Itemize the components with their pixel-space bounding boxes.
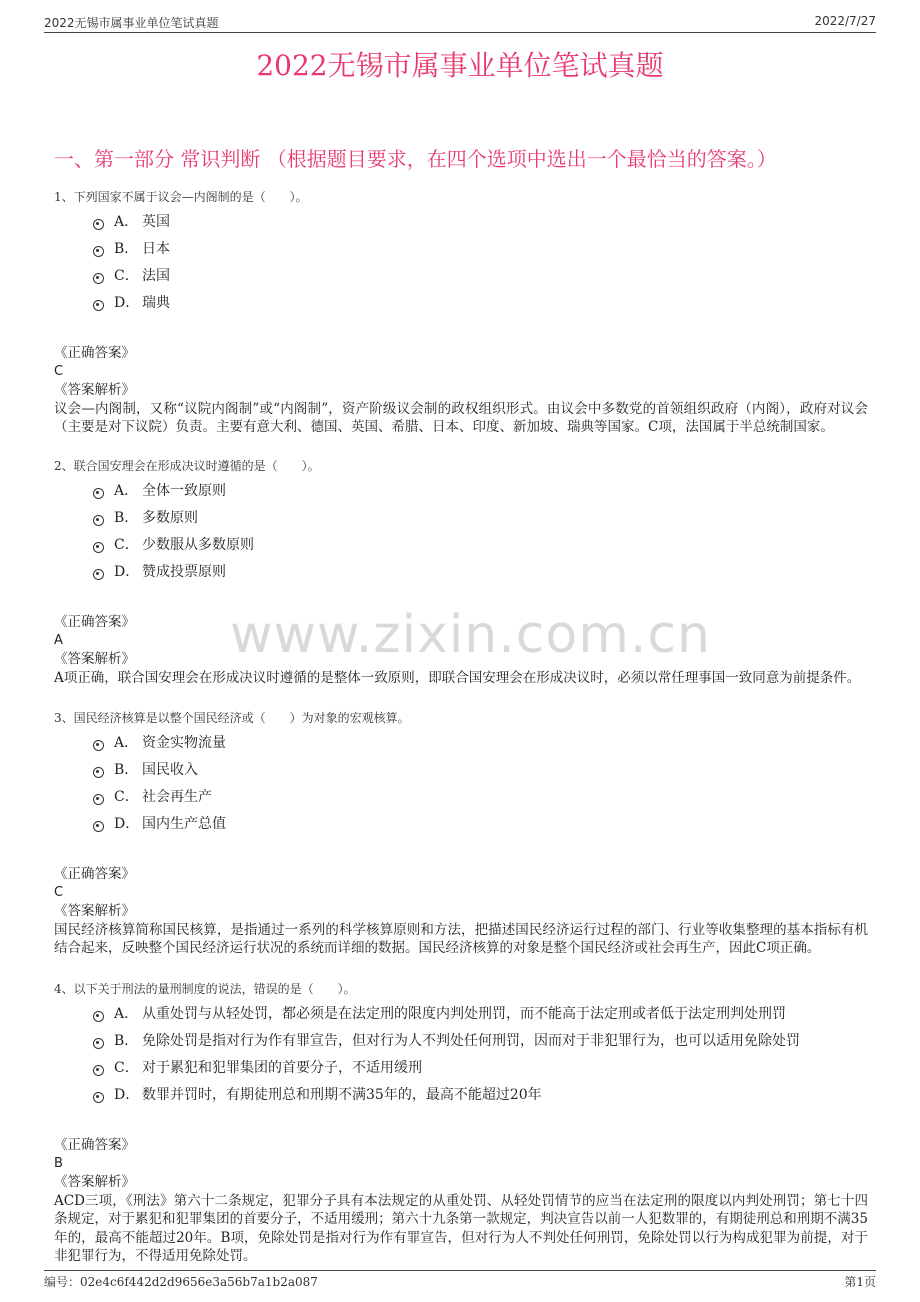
analysis-text: 议会—内阁制，又称“议院内阁制”或“内阁制”，资产阶级议会制的政权组织形式。由议会中多数党的首领组织政府（内阁），政府对议会（主要是对下议院）负责。主要有意大利、德国、英国、希腊、日本、印度、新加坡、瑞典等国家。C项，法国属于半总统制国家。 (54, 400, 868, 435)
option-text: 英国 (142, 214, 170, 230)
option-letter: B． (114, 510, 139, 526)
analysis-label: 《答案解析》 (54, 382, 135, 398)
option-d[interactable] (54, 1084, 876, 1111)
option-letter: D． (114, 295, 140, 311)
answer-label: 《正确答案》 (54, 345, 135, 361)
option-c[interactable] (54, 1057, 876, 1084)
answer-value: A (54, 632, 63, 648)
option-c[interactable] (54, 786, 876, 813)
option-letter: C． (114, 1060, 139, 1076)
radio-icon[interactable] (93, 219, 104, 230)
footer-divider (44, 1270, 876, 1271)
option-a[interactable] (54, 480, 876, 507)
answer-label: 《正确答案》 (54, 866, 135, 882)
option-c[interactable] (54, 265, 876, 292)
analysis-label: 《答案解析》 (54, 651, 135, 667)
option-text: 瑞典 (142, 295, 170, 311)
radio-icon[interactable] (93, 1065, 104, 1076)
option-text: 日本 (142, 241, 170, 257)
option-b[interactable] (54, 238, 876, 265)
option-text: 社会再生产 (142, 789, 212, 805)
option-text: 法国 (142, 268, 170, 284)
radio-icon[interactable] (93, 488, 104, 499)
question-1 (54, 189, 876, 437)
option-letter: B． (114, 241, 139, 257)
radio-icon[interactable] (93, 821, 104, 832)
radio-icon[interactable] (93, 273, 104, 284)
option-letter: A． (114, 1006, 139, 1022)
answer-value: C (54, 884, 64, 900)
answer-value: B (54, 1155, 63, 1171)
header-doc-title: 2022无锡市属事业单位笔试真题 (44, 16, 219, 30)
radio-icon[interactable] (93, 794, 104, 805)
question-2 (54, 458, 876, 687)
option-text: 全体一致原则 (142, 483, 226, 499)
option-text: 数罪并罚时，有期徒刑总和刑期不满35年的，最高不能超过20年 (142, 1087, 542, 1103)
answer-value: C (54, 363, 64, 379)
radio-icon[interactable] (93, 740, 104, 751)
option-letter: B． (114, 762, 139, 778)
analysis-text: A项正确，联合国安理会在形成决议时遵循的是整体一致原则，即联合国安理会在形成决议时，必须以常任理事国一致同意为前提条件。 (54, 669, 861, 686)
option-b[interactable] (54, 507, 876, 534)
option-a[interactable] (54, 1003, 876, 1030)
watermark: www.zixin.com.cn (230, 605, 711, 665)
option-letter: D． (114, 564, 140, 580)
option-text: 少数服从多数原则 (142, 537, 254, 553)
option-letter: D． (114, 816, 140, 832)
footer-doc-id: 编号：02e4c6f442d2d9656e3a56b7a1b2a087 (44, 1275, 318, 1289)
option-letter: A． (114, 214, 139, 230)
option-text: 国内生产总值 (142, 816, 226, 832)
question-text: 4、以下关于刑法的量刑制度的说法，错误的是（ ）。 (54, 982, 356, 996)
option-letter: A． (114, 483, 139, 499)
radio-icon[interactable] (93, 515, 104, 526)
question-text: 3、国民经济核算是以整个国民经济或（ ）为对象的宏观核算。 (54, 711, 410, 725)
section-heading: 一、第一部分 常识判断 （根据题目要求，在四个选项中选出一个最恰当的答案。） (54, 147, 777, 171)
radio-icon[interactable] (93, 300, 104, 311)
option-a[interactable] (54, 732, 876, 759)
analysis-label: 《答案解析》 (54, 1174, 135, 1190)
radio-icon[interactable] (93, 1092, 104, 1103)
question-3 (54, 710, 876, 958)
answer-label: 《正确答案》 (54, 1137, 135, 1153)
analysis-label: 《答案解析》 (54, 903, 135, 919)
option-text: 国民收入 (142, 762, 198, 778)
analysis-text: ACD三项，《刑法》第六十二条规定，犯罪分子具有本法规定的从重处罚、从轻处罚情节的应当在法定刑的限度以内判处刑罚；第七十四条规定，对于累犯和犯罪集团的首要分子，不适用缓刑；第六十九条第一款规定，判决宣告以前一人犯数罪的，有期徒刑总和刑期不满35年的，最高不能超过20年。B项，免除处罚是指对行为作有罪宣告，但对行为人不判处任何刑罚，免除处罚以行为构成犯罪为前提，对于非犯罪行为，不得适用免除处罚。 (54, 1192, 868, 1264)
option-text: 资金实物流量 (142, 735, 226, 751)
option-a[interactable] (54, 211, 876, 238)
option-text: 赞成投票原则 (142, 564, 226, 580)
option-text: 免除处罚是指对行为作有罪宣告，但对行为人不判处任何刑罚，因而对于非犯罪行为，也可以适用免除处罚 (142, 1033, 800, 1049)
header-divider (44, 32, 876, 33)
option-b[interactable] (54, 759, 876, 786)
option-text: 多数原则 (142, 510, 198, 526)
option-text: 对于累犯和犯罪集团的首要分子，不适用缓刑 (142, 1060, 422, 1076)
option-letter: C． (114, 537, 139, 553)
question-text: 2、联合国安理会在形成决议时遵循的是（ ）。 (54, 459, 320, 473)
question-4 (54, 981, 876, 1266)
radio-icon[interactable] (93, 542, 104, 553)
answer-label: 《正确答案》 (54, 614, 135, 630)
option-letter: C． (114, 268, 139, 284)
question-text: 1、下列国家不属于议会—内阁制的是（ ）。 (54, 190, 308, 204)
header-date: 2022/7/27 (814, 14, 876, 28)
radio-icon[interactable] (93, 569, 104, 580)
radio-icon[interactable] (93, 246, 104, 257)
option-d[interactable] (54, 561, 876, 588)
radio-icon[interactable] (93, 1038, 104, 1049)
page-title: 2022无锡市属事业单位笔试真题 (256, 49, 664, 82)
option-letter: D． (114, 1087, 140, 1103)
option-text: 从重处罚与从轻处罚，都必须是在法定刑的限度内判处刑罚，而不能高于法定刑或者低于法定刑判处刑罚 (142, 1006, 786, 1022)
option-c[interactable] (54, 534, 876, 561)
option-letter: B． (114, 1033, 139, 1049)
radio-icon[interactable] (93, 767, 104, 778)
option-d[interactable] (54, 292, 876, 319)
option-letter: C． (114, 789, 139, 805)
radio-icon[interactable] (93, 1011, 104, 1022)
option-b[interactable] (54, 1030, 876, 1057)
analysis-text: 国民经济核算简称国民核算，是指通过一系列的科学核算原则和方法，把描述国民经济运行过程的部门、行业等收集整理的基本指标有机结合起来，反映整个国民经济运行状况的系统而详细的数据。国民经济核算的对象是整个国民经济或社会再生产，因此C项正确。 (54, 921, 868, 956)
option-d[interactable] (54, 813, 876, 840)
page-number: 第1页 (844, 1275, 876, 1289)
option-letter: A． (114, 735, 139, 751)
